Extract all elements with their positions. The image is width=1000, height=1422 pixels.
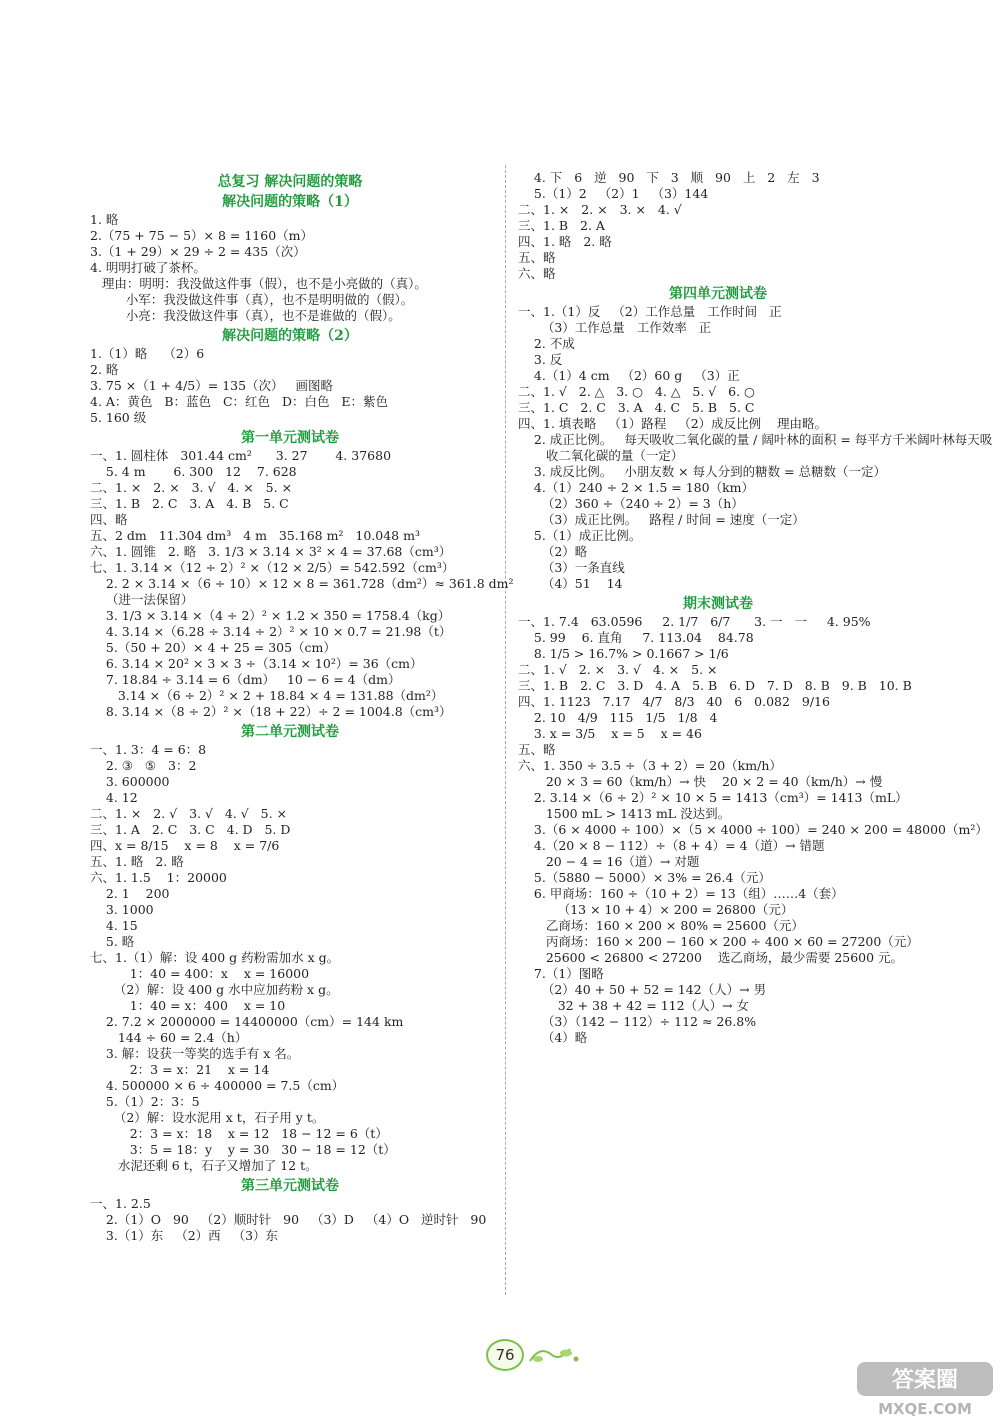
section-title: 解决问题的策略（2） xyxy=(222,328,358,344)
answer-line: 3. 1/3 × 3.14 ×（4 ÷ 2）² × 1.2 × 350 = 1758.4（kg） xyxy=(90,608,451,623)
answer-line: （4）略 xyxy=(518,1030,588,1045)
answer-line: 2. 不成 xyxy=(518,336,575,351)
answer-line: 5. 略 xyxy=(90,934,135,949)
answer-line: 丙商场：160 × 200 − 160 × 200 ÷ 400 × 60 = 27200（元） xyxy=(518,934,919,949)
answer-line: 25600 < 26800 < 27200 选乙商场，最少需要 25600 元。 xyxy=(518,950,904,965)
answer-line: 2. ③ ⑤ 3：2 xyxy=(90,758,197,773)
answer-line: 3. 反 xyxy=(518,352,563,367)
answer-line: 小军：我没做这件事（真），也不是明明做的（假）。 xyxy=(90,292,414,307)
answer-line: 7. 18.84 ÷ 3.14 = 6（dm） 10 − 6 = 4（dm） xyxy=(90,672,401,687)
answer-line: 5.（1）2 （2）1 （3）144 xyxy=(518,186,709,201)
answer-line: 5. 4 m 6. 300 12 7. 628 xyxy=(90,464,297,479)
column-divider xyxy=(505,165,506,1295)
answer-line: 3.（1 + 29）× 29 ÷ 2 = 435（次） xyxy=(90,244,306,259)
answer-line: （2）解：设 400 g 水中应加药粉 x g。 xyxy=(90,982,339,997)
answer-line: 6. 3.14 × 20² × 3 × 3 ÷（3.14 × 10²）= 36（cm） xyxy=(90,656,423,671)
answer-line: 一、1. 3：4 = 6：8 xyxy=(90,742,207,757)
answer-line: 五、略 xyxy=(518,250,556,265)
answer-line: （3）（142 − 112）÷ 112 ≈ 26.8% xyxy=(518,1014,757,1029)
answer-line: 2：3 = x：18 x = 12 18 − 12 = 6（t） xyxy=(90,1126,388,1141)
answer-line: 4.（20 × 8 − 112）÷（8 + 4）= 4（道）→ 错题 xyxy=(518,838,825,853)
right-column xyxy=(518,170,993,1046)
watermark-text: 答案圈 xyxy=(891,1368,959,1393)
answer-line: 2. 2 × 3.14 ×（6 ÷ 10）× 12 × 8 = 361.728（dm²）≈ 361.8 dm² xyxy=(90,576,514,591)
answer-line: 四、1. 填表略 （1）路程 （2）成反比例 理由略。 xyxy=(518,416,828,431)
section-title: 期末测试卷 xyxy=(683,596,753,612)
answer-line: 四、x = 8/15 x = 8 x = 7/6 xyxy=(90,838,280,853)
answer-line: 2.（75 + 75 − 5）× 8 = 1160（m） xyxy=(90,228,314,243)
answer-line: 三、1. C 2. C 3. A 4. C 5. B 5. C xyxy=(518,400,755,415)
answer-line: 六、1. 圆锥 2. 略 3. 1/3 × 3.14 × 3² × 4 = 37.68（cm³） xyxy=(90,544,452,559)
answer-line: 4.（1）4 cm （2）60 g （3）正 xyxy=(518,368,740,383)
answer-line: （3）一条直线 xyxy=(518,560,625,575)
answer-line: 4. 3.14 ×（6.28 ÷ 3.14 ÷ 2）² × 10 × 0.7 = 21.98（t） xyxy=(90,624,452,639)
answer-line: 6. 甲商场：160 ÷（10 + 2）= 13（组）……4（套） xyxy=(518,886,844,901)
answer-line: 六、1. 350 ÷ 3.5 ÷（3 + 2）= 20（km/h） xyxy=(518,758,782,773)
answer-line: 四、1. 1123 7.17 4/7 8/3 40 6 0.082 9/16 xyxy=(518,694,830,709)
answer-line: 1：40 = 400：x x = 16000 xyxy=(90,966,310,981)
watermark-logo-icon xyxy=(855,1360,995,1418)
page-footer xyxy=(470,1335,590,1375)
answer-line: 1. 略 xyxy=(90,212,119,227)
answer-line: 七、1. 3.14 ×（12 ÷ 2）² ×（12 × 2/5）= 542.592（cm³） xyxy=(90,560,455,575)
answer-line: 三、1. B 2. C 3. D 4. A 5. B 6. D 7. D 8. B 9. B 10. B xyxy=(518,678,912,693)
answer-line: 2：3 = x：21 x = 14 xyxy=(90,1062,270,1077)
leaf-decoration-icon xyxy=(526,1341,582,1367)
answer-line: 六、1. 1.5 1：20000 xyxy=(90,870,227,885)
answer-line: 4. 500000 × 6 ÷ 400000 = 7.5（cm） xyxy=(90,1078,345,1093)
answer-line: 3. 75 ×（1 + 4/5）= 135（次） 画图略 xyxy=(90,378,333,393)
answer-line: 二、1. √ 2. × 3. √ 4. × 5. × xyxy=(518,662,718,677)
section-title: 第四单元测试卷 xyxy=(669,286,767,302)
answer-line: （4）51 14 xyxy=(518,576,623,591)
answer-line: 2. 10 4/9 115 1/5 1/8 4 xyxy=(518,710,718,725)
answer-line: 3.（1）东 （2）西 （3）东 xyxy=(90,1228,279,1243)
answer-line: （2）解：设水泥用 x t，石子用 y t。 xyxy=(90,1110,325,1125)
answer-line: 3. 成反比例。 小朋友数 × 每人分到的糖数 = 总糖数（一定） xyxy=(518,464,887,479)
answer-line: 3.（6 × 4000 ÷ 100）×（5 × 4000 ÷ 100）= 240 × 200 = 48000（m²） xyxy=(518,822,988,837)
answer-line: 8. 3.14 ×（8 ÷ 2）² ×（18 + 22）÷ 2 = 1004.8（cm³） xyxy=(90,704,452,719)
answer-line: 小亮：我没做这件事（真），也不是谁做的（假）。 xyxy=(90,308,401,323)
answer-line: 4. 明明打破了茶杯。 xyxy=(90,260,206,275)
answer-line: 5. 99 6. 直角 7. 113.04 84.78 xyxy=(518,630,754,645)
answer-line: 5.（5880 − 5000）× 3% = 26.4（元） xyxy=(518,870,771,885)
answer-line: 7.（1）图略 xyxy=(518,966,604,981)
answer-line: 四、略 xyxy=(90,512,128,527)
answer-line: 5.（1）成正比例。 xyxy=(518,528,642,543)
answer-line: 5.（50 + 20）× 4 + 25 = 305（cm） xyxy=(90,640,336,655)
section-title: 第二单元测试卷 xyxy=(241,724,339,740)
answer-line: 32 + 38 + 42 = 112（人）→ 女 xyxy=(518,998,750,1013)
section-title: 总复习 解决问题的策略 xyxy=(217,174,363,190)
answer-line: 六、略 xyxy=(518,266,556,281)
answer-line: 4. 下 6 逆 90 下 3 顺 90 上 2 左 3 xyxy=(518,170,820,185)
answer-line: 乙商场：160 × 200 × 80% = 25600（元） xyxy=(518,918,804,933)
answer-line: 2. 成正比例。 每天吸收二氧化碳的量 / 阔叶林的面积 = 每平方千米阔叶林每天吸 xyxy=(518,432,993,447)
answer-line: （3）工作总量 工作效率 正 xyxy=(518,320,712,335)
answer-line: 理由：明明：我没做这件事（假），也不是小亮做的（真）。 xyxy=(90,276,427,291)
answer-line: 5.（1）2：3：5 xyxy=(90,1094,200,1109)
answer-line: 3. 解：设获一等奖的选手有 x 名。 xyxy=(90,1046,300,1061)
answer-line: 2.（1）O 90 （2）顺时针 90 （3）D （4）O 逆时针 90 xyxy=(90,1212,487,1227)
answer-line: 水泥还剩 6 t，石子又增加了 12 t。 xyxy=(90,1158,318,1173)
left-column xyxy=(90,170,514,1244)
answer-line: 20 − 4 = 16（道）→ 对题 xyxy=(518,854,700,869)
answer-line: 四、1. 略 2. 略 xyxy=(518,234,612,249)
answer-line: 3：5 = 18：y y = 30 30 − 18 = 12（t） xyxy=(90,1142,396,1157)
answer-line: 一、1. 7.4 63.0596 2. 1/7 6/7 3. 一 一 4. 95% xyxy=(518,614,871,629)
answer-line: 144 ÷ 60 = 2.4（h） xyxy=(90,1030,248,1045)
answer-line: 4. 12 xyxy=(90,790,138,805)
answer-line: 4. A：黄色 B：蓝色 C：红色 D：白色 E：紫色 xyxy=(90,394,389,409)
answer-line: 1：40 = x：400 x = 10 xyxy=(90,998,286,1013)
answer-line: 五、1. 略 2. 略 xyxy=(90,854,184,869)
answer-line: 2. 1 200 xyxy=(90,886,170,901)
answer-line: 一、1. 2.5 xyxy=(90,1196,151,1211)
answer-line: 三、1. A 2. C 3. C 4. D 5. D xyxy=(90,822,291,837)
answer-line: （2）略 xyxy=(518,544,588,559)
answer-line: 收二氧化碳的量（一定） xyxy=(518,448,684,463)
watermark-url: MXQE.COM xyxy=(878,1400,972,1418)
answer-line: 1.（1）略 （2）6 xyxy=(90,346,205,361)
answer-line: 一、1.（1）反 （2）工作总量 工作时间 正 xyxy=(518,304,782,319)
answer-line: 3. 1000 xyxy=(90,902,154,917)
answer-line: 二、1. √ 2. △ 3. ○ 4. △ 5. √ 6. ○ xyxy=(518,384,755,399)
answer-line: 二、1. × 2. √ 3. √ 4. √ 5. × xyxy=(90,806,288,821)
answer-line: 8. 1/5 > 16.7% > 0.1667 > 1/6 xyxy=(518,646,729,661)
answer-line: 二、1. × 2. × 3. √ 4. × 5. × xyxy=(90,480,293,495)
answer-line: 20 × 3 = 60（km/h）→ 快 20 × 2 = 40（km/h）→ 慢 xyxy=(518,774,883,789)
answer-line: 五、2 dm 11.304 dm³ 4 m 35.168 m² 10.048 m³ xyxy=(90,528,420,543)
answer-line: （3）成正比例。 路程 / 时间 = 速度（一定） xyxy=(518,512,805,527)
answer-line: 五、略 xyxy=(518,742,556,757)
answer-line: 3.14 ×（6 ÷ 2）² × 2 + 18.84 × 4 = 131.88（dm²） xyxy=(90,688,444,703)
answer-line: （2）40 + 50 + 52 = 142（人）→ 男 xyxy=(518,982,767,997)
answer-line: 1500 mL > 1413 mL 没达到。 xyxy=(518,806,731,821)
answer-line: （13 × 10 + 4）× 200 = 26800（元） xyxy=(518,902,794,917)
answer-line: （2）360 ÷（240 ÷ 2）= 3（h） xyxy=(518,496,744,511)
answer-line: 4.（1）240 ÷ 2 × 1.5 = 180（km） xyxy=(518,480,755,495)
answer-line: 4. 15 xyxy=(90,918,138,933)
answer-line: 5. 160 级 xyxy=(90,410,147,425)
answer-line: 2. 3.14 ×（6 ÷ 2）² × 10 × 5 = 1413（cm³）= 1413（mL） xyxy=(518,790,908,805)
answer-line: 一、1. 圆柱体 301.44 cm² 3. 27 4. 37680 xyxy=(90,448,392,463)
answer-line: 三、1. B 2. C 3. A 4. B 5. C xyxy=(90,496,289,511)
answer-line: （进一法保留） xyxy=(90,592,194,607)
page-number: 76 xyxy=(486,1339,524,1371)
answer-line: 3. 600000 xyxy=(90,774,170,789)
answer-line: 2. 7.2 × 2000000 = 14400000（cm）= 144 km xyxy=(90,1014,404,1029)
section-title: 第一单元测试卷 xyxy=(241,430,339,446)
answer-line: 七、1.（1）解：设 400 g 药粉需加水 x g。 xyxy=(90,950,340,965)
answer-line: 三、1. B 2. A xyxy=(518,218,605,233)
section-title: 解决问题的策略（1） xyxy=(222,194,358,210)
section-title: 第三单元测试卷 xyxy=(241,1178,339,1194)
answer-line: 2. 略 xyxy=(90,362,119,377)
answer-line: 3. x = 3/5 x = 5 x = 46 xyxy=(518,726,702,741)
answer-line: 二、1. × 2. × 3. × 4. √ xyxy=(518,202,682,217)
